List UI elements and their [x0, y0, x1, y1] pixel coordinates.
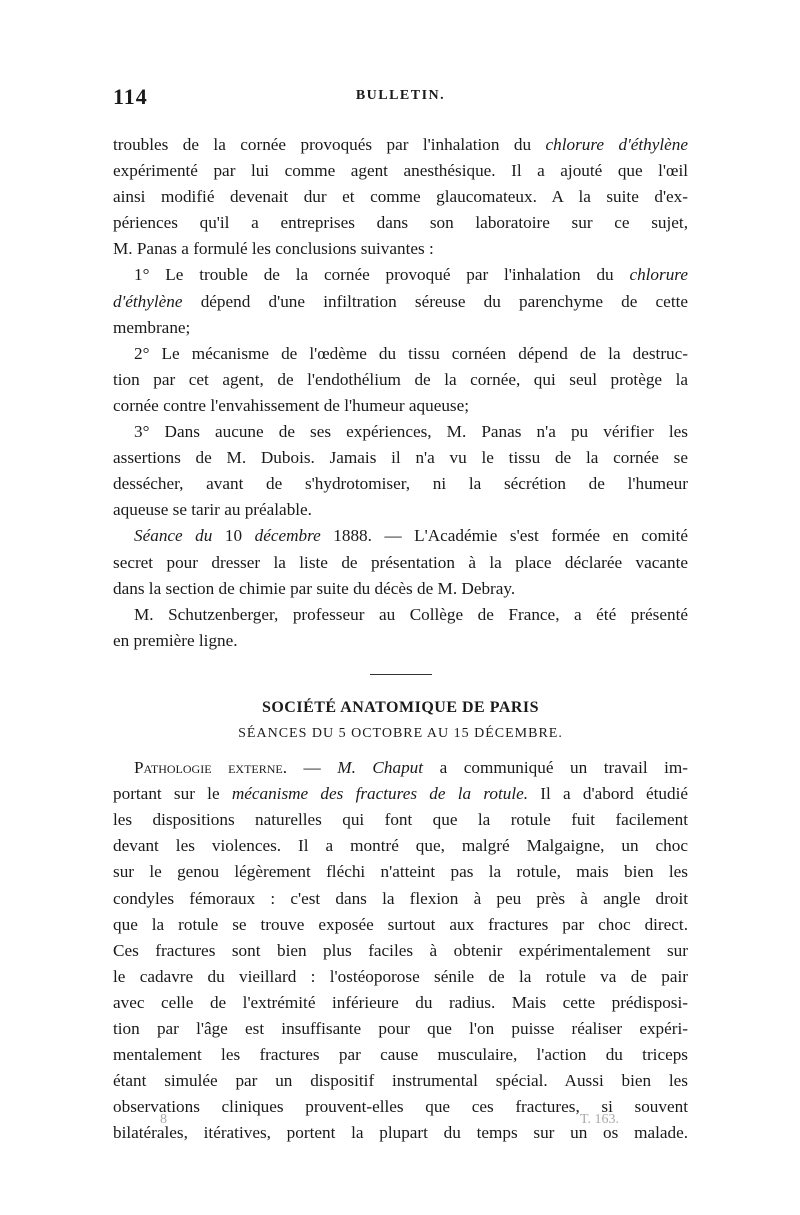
text-line: tion par cet agent, de l'endothélium de la cornée, qui seul protège la [113, 369, 688, 389]
italic-term: chlorure [629, 265, 688, 285]
signature-mark: 8 [160, 1112, 167, 1127]
italic-term: Séance du [134, 526, 213, 546]
text-line [113, 755, 688, 781]
text-line: M. Schutzenberger, professeur au Collège de France, a été présenté [134, 604, 688, 624]
text-line: étant simulée par un dispositif instrumental spécial. Aussi bien les [113, 1071, 688, 1091]
text-line: tion par l'âge est insuffisante pour que l'on puisse réaliser expéri- [113, 1019, 688, 1038]
text-line: bilatérales, itératives, portent la plupart du temps sur un os malade. [113, 1123, 688, 1143]
rubric: Pathologie externe. [134, 758, 288, 778]
text-line: M. Panas a formulé les conclusions suivantes : [113, 239, 434, 259]
italic-term: d'éthylène [113, 291, 183, 311]
text-run: 1888. — L'Académie s'est formée en comité [320, 526, 688, 546]
text-run: dépend d'une infiltration séreuse du parenchyme de cette [182, 291, 688, 311]
paragraph-2 [113, 262, 688, 340]
text-run: 1° Le trouble de la cornée provoqué par l'inhalation du [134, 265, 630, 285]
italic-title: mécanisme des fractures de la rotule. [231, 784, 529, 804]
text-line: cornée contre l'envahissement de l'humeur aqueuse; [113, 395, 470, 415]
text-line: 2° Le mécanisme de l'œdème du tissu cornéen dépend de la destruc- [134, 343, 688, 363]
text-line: mentalement les fractures par cause musculaire, l'action du triceps [113, 1045, 688, 1065]
text-line: avec celle de l'extrémité inférieure du radius. Mais cette prédisposi- [113, 992, 688, 1012]
body-text [113, 132, 688, 1146]
text-line: membrane; [113, 317, 191, 337]
page-number: 114 [113, 84, 148, 109]
text-run: portant sur le [113, 784, 232, 804]
text-line: ainsi modifié devenait dur et comme glaucomateux. A la suite d'ex- [113, 187, 688, 207]
text-line [113, 781, 688, 807]
italic-term: décembre [254, 526, 321, 546]
paragraph-3 [113, 341, 688, 419]
text-line: condyles fémoraux : c'est dans la flexion à peu près à angle droit [113, 888, 688, 908]
text-run: troubles de la cornée provoqués par l'inhalation du [113, 135, 546, 154]
text-line: devant les violences. Il a montré que, malgré Malgaigne, un choc [113, 836, 688, 856]
text-line: Ces fractures sont bien plus faciles à obtenir expérimentalement sur [113, 940, 688, 960]
section-subheading: SÉANCES DU 5 OCTOBRE AU 15 DÉCEMBRE. [238, 725, 563, 741]
italic-author: M. Chaput [337, 758, 424, 778]
text-line: assertions de M. Dubois. Jamais il n'a vu le tissu de la cornée se [113, 448, 688, 468]
text-run: Il a d'abord étudié [528, 784, 688, 804]
page-header [113, 78, 688, 118]
text-line: que la rotule se trouve exposée surtout aux fractures par choc direct. [113, 914, 688, 934]
italic-term: chlorure d'éthylène [545, 135, 688, 154]
text-line [113, 262, 688, 288]
text-line: expérimenté par lui comme agent anesthésique. Il a ajouté que l'œil [113, 161, 688, 181]
paragraph-1 [113, 132, 688, 262]
tome-mark: T. 163. [580, 1112, 620, 1127]
paragraph-5 [113, 523, 688, 601]
text-run: 10 [212, 526, 255, 546]
text-line [113, 289, 688, 315]
section-heading: SOCIÉTÉ ANATOMIQUE DE PARIS [261, 698, 540, 716]
text-line [113, 523, 688, 549]
text-line [113, 132, 688, 158]
section-divider [370, 674, 432, 675]
text-line: dessécher, avant de s'hydrotomiser, ni la sécrétion de l'humeur [113, 474, 688, 494]
text-line: observations cliniques prouvent-elles que ces fractures, si souvent [113, 1097, 688, 1117]
running-title: BULLETIN. [355, 88, 446, 103]
text-line: 3° Dans aucune de ses expériences, M. Panas n'a pu vérifier les [134, 422, 688, 442]
text-line: sur le genou légèrement fléchi n'atteint pas la rotule, mais bien les [113, 862, 688, 882]
text-line: en première ligne. [113, 630, 238, 650]
paragraph-7 [113, 755, 688, 1146]
text-run: — [287, 758, 338, 778]
text-line: secret pour dresser la liste de présentation à la place déclarée vacante [113, 552, 688, 572]
text-line: le cadavre du vieillard : l'ostéoporose sénile de la rotule va de pair [113, 966, 688, 986]
paragraph-4 [113, 419, 688, 523]
text-line: périences qu'il a entreprises dans son laboratoire sur ce sujet, [113, 213, 688, 233]
text-line: les dispositions naturelles qui font que la rotule fuit facilement [113, 810, 688, 830]
text-run: a communiqué un travail im- [423, 758, 689, 778]
paragraph-6 [113, 602, 688, 654]
text-line: aqueuse se tarir au préalable. [113, 500, 312, 520]
text-line: dans la section de chimie par suite du décès de M. Debray. [113, 578, 516, 598]
